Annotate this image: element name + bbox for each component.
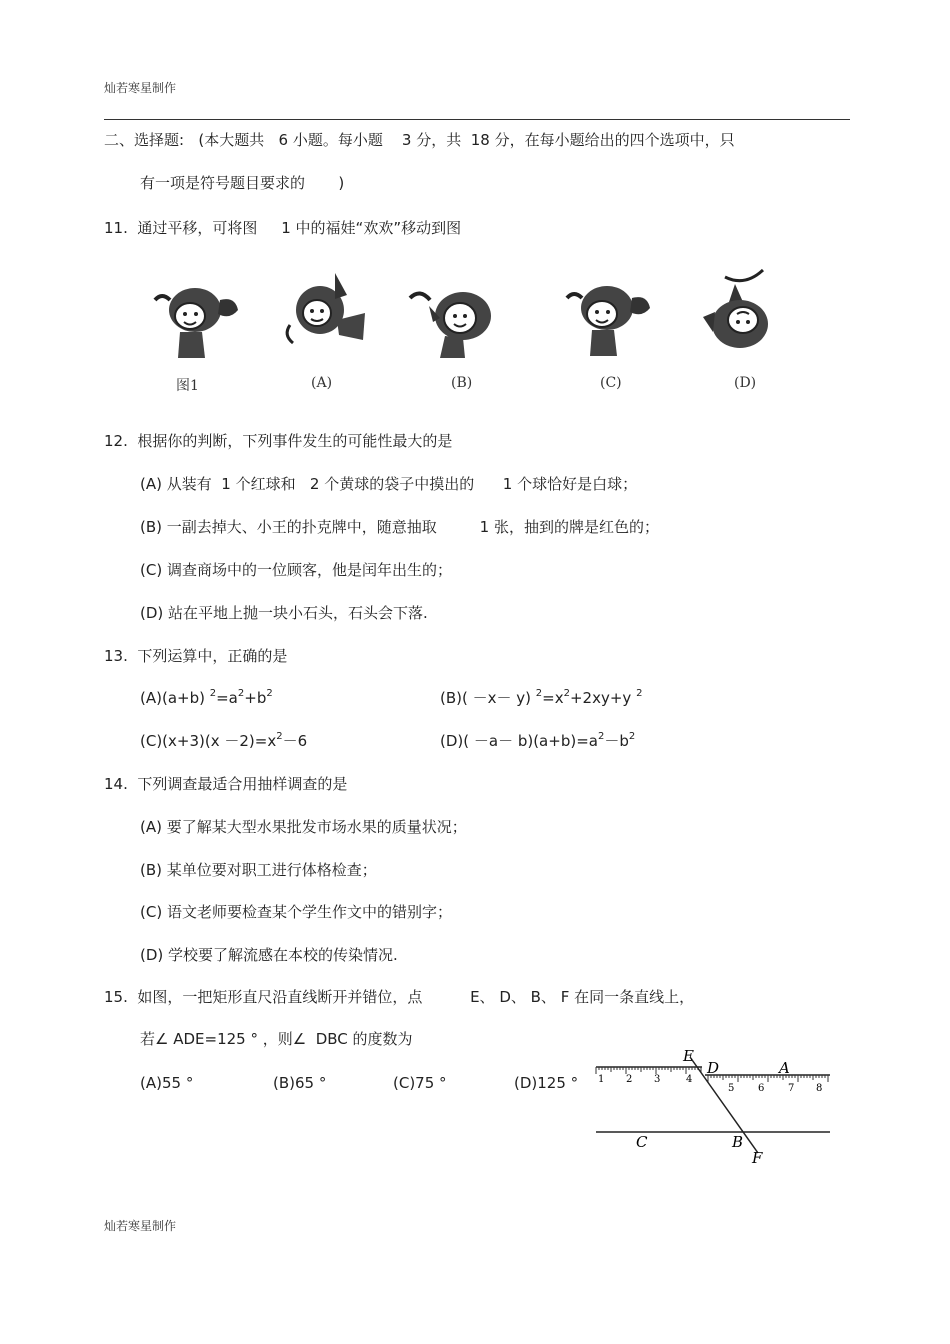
section-title-cont: 有一项是符号题目要求的 ): [140, 174, 345, 192]
q12-option-a: (A) 从装有 1 个红球和 2 个黄球的袋子中摸出的 1 个球恰好是白球；: [140, 475, 638, 493]
q13-stem: 13. 下列运算中，正确的是: [104, 647, 288, 665]
label-e: E: [683, 1047, 694, 1065]
section-title: 二、选择题: (本大题共 6 小题。每小题 3 分，共 18 分，在每小题给出的四个选项中，只: [104, 131, 735, 149]
label-c: C: [636, 1133, 648, 1151]
ruler-number: 1: [598, 1074, 605, 1085]
header-rule: [104, 119, 850, 120]
label-a: A: [779, 1059, 790, 1077]
caption-figure-a: (A): [311, 375, 333, 391]
q12-option-d: (D) 站在平地上抛一块小石头，石头会下落.: [140, 604, 428, 622]
q12-stem: 12. 根据你的判断，下列事件发生的可能性最大的是: [104, 432, 453, 450]
q14-option-d: (D) 学校要了解流感在本校的传染情况.: [140, 946, 398, 964]
page-header: 灿若寒星制作: [104, 81, 177, 95]
caption-figure-c: (C): [600, 375, 622, 391]
caption-figure-1: 图1: [176, 378, 199, 394]
q14-option-c: (C) 语文老师要检查某个学生作文中的错别字；: [140, 903, 452, 921]
ruler-number: 5: [728, 1083, 735, 1094]
q13-option-a: (A)(a+b) $^2=a^2+b^2$: [140, 688, 273, 707]
q15-option-d: (D)125 °: [514, 1074, 579, 1092]
label-f: F: [752, 1149, 763, 1167]
caption-figure-d: (D): [734, 375, 757, 391]
q13-option-c: $(C)(x+3)(x -2)=x^2-6$: [140, 731, 308, 750]
q14-option-a: (A) 要了解某大型水果批发市场水果的质量状况；: [140, 818, 467, 836]
fuwa-figure-d: [695, 262, 790, 362]
q13-option-b: (B)( －x－ y) $^2=x^2+2xy+y$ $^2$: [440, 688, 643, 707]
q15-stem-cont: 若∠ ADE=125 ° ，则∠ DBC 的度数为: [140, 1030, 413, 1048]
q14-option-b: (B) 某单位要对职工进行体格检查；: [140, 861, 377, 879]
caption-figure-b: (B): [451, 375, 473, 391]
label-b: B: [732, 1133, 744, 1151]
q13-option-d: $(D)( -a- b)(a+b)=a^2-b^2$: [440, 731, 636, 750]
fuwa-figure-c: [562, 268, 657, 363]
fuwa-figure-a: [275, 265, 370, 365]
ruler-number: 3: [654, 1074, 661, 1085]
ruler-number: 8: [816, 1083, 823, 1094]
fuwa-figure-b: [405, 278, 505, 363]
q11-stem: 11. 通过平移，可将图 1 中的福娃“欢欢”移动到图: [104, 219, 462, 237]
break-line-edbf: [690, 1057, 758, 1153]
ruler-number: 7: [788, 1083, 795, 1094]
ruler-number: 6: [758, 1083, 765, 1094]
q12-option-b: (B) 一副去掉大、小王的扑克牌中，随意抽取 1 张，抽到的牌是红色的；: [140, 518, 659, 536]
q15-option-a: (A)55 °: [140, 1074, 194, 1092]
q15-stem: 15. 如图，一把矩形直尺沿直线断开并错位，点 E、 D、 B、 F 在同一条直线上，: [104, 988, 695, 1006]
ruler-diagram: [590, 1045, 840, 1170]
label-d: D: [707, 1059, 720, 1077]
q15-option-c: (C)75 °: [393, 1074, 447, 1092]
q12-option-c: (C) 调查商场中的一位顾客，他是闰年出生的；: [140, 561, 452, 579]
q15-option-b: (B)65 °: [273, 1074, 327, 1092]
ruler-number: 2: [626, 1074, 633, 1085]
fuwa-figure-1: [150, 270, 245, 365]
q14-stem: 14. 下列调查最适合用抽样调查的是: [104, 775, 348, 793]
ruler-number: 4: [686, 1074, 693, 1085]
page-footer: 灿若寒星制作: [104, 1219, 177, 1233]
